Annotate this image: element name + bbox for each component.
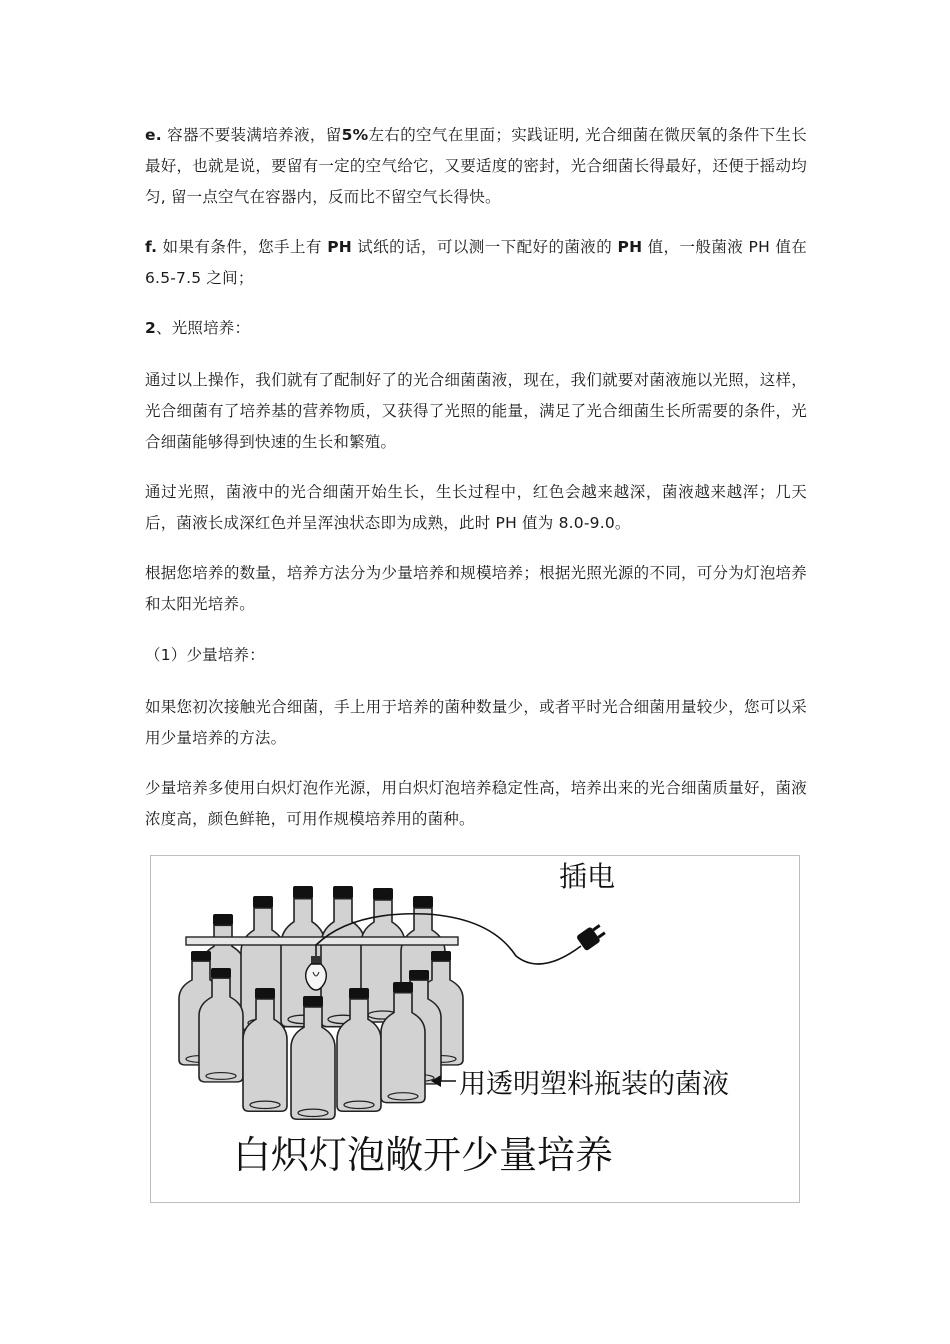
paragraph-f [145,232,807,294]
paragraph-e-marker: e. [145,126,162,144]
paragraph-5: 少量培养多使用白炽灯泡作光源，用白炽灯泡培养稳定性高，培养出来的光合细菌质量好，菌液浓度高，颜色鲜艳，可用作规模培养用的菌种。 [145,779,807,828]
section-heading-text: 、光照培养： [156,319,251,337]
figure-caption: 白炽灯泡敞开少量培养 [233,1133,614,1177]
section-heading-number: 2 [145,319,156,337]
paragraph-e [145,120,807,213]
plug-label: 插电 [559,860,616,893]
paragraph-e-text2: 左右的空气在里面；实践证明, 光合细菌在微厌氧的条件下生长最好，也就是说，要留有一定的空气给它，又要适度的密封，光合细菌长得最好，还便于摇动均匀, 留一点空气在容器内，反而比不留空气长得快。 [145,126,807,206]
bottle-culture-figure [150,855,800,1203]
paragraph-e-bold1: 5% [341,126,369,144]
paragraph-f-text2: 试纸的话，可以测一下配好的菌液的 [357,238,613,256]
paragraph-4: 如果您初次接触光合细菌，手上用于培养的菌种数量少，或者平时光合细菌用量较少，您可以采用少量培养的方法。 [145,698,807,747]
paragraph-2: 通过光照，菌液中的光合细菌开始生长，生长过程中，红色会越来越深，菌液越来越浑；几天后，菌液长成深红色并呈浑浊状态即为成熟，此时 PH 值为 8.0-9.0。 [145,483,807,532]
hanging-rod [186,937,458,945]
paragraph-f-marker: f. [145,238,158,256]
paragraph-1: 通过以上操作，我们就有了配制好了的光合细菌菌液，现在，我们就要对菌液施以光照，这样，光合细菌有了培养基的营养物质，又获得了光照的能量，满足了光合细菌生长所需要的条件，光合细菌能够得到快速的生长和繁殖。 [145,371,807,451]
section-heading-2 [145,313,807,344]
subsection-heading-1: （1）少量培养： [145,646,265,664]
paragraph-f-bold2: PH [617,238,643,256]
paragraph-f-bold1: PH [327,238,352,256]
paragraph-e-text1: 容器不要装满培养液，留 [167,126,342,144]
paragraph-3: 根据您培养的数量，培养方法分为少量培养和规模培养；根据光照光源的不同，可分为灯泡培养和太阳光培养。 [145,564,807,613]
paragraph-f-text1: 如果有条件，您手上有 [162,238,322,256]
bottle-label: 用透明塑料瓶装的菌液 [459,1069,729,1100]
paragraph-f-text3: 值，一般菌液 PH 值在 6.5-7.5 之间； [145,238,807,287]
bottle-illustration [151,856,799,1202]
